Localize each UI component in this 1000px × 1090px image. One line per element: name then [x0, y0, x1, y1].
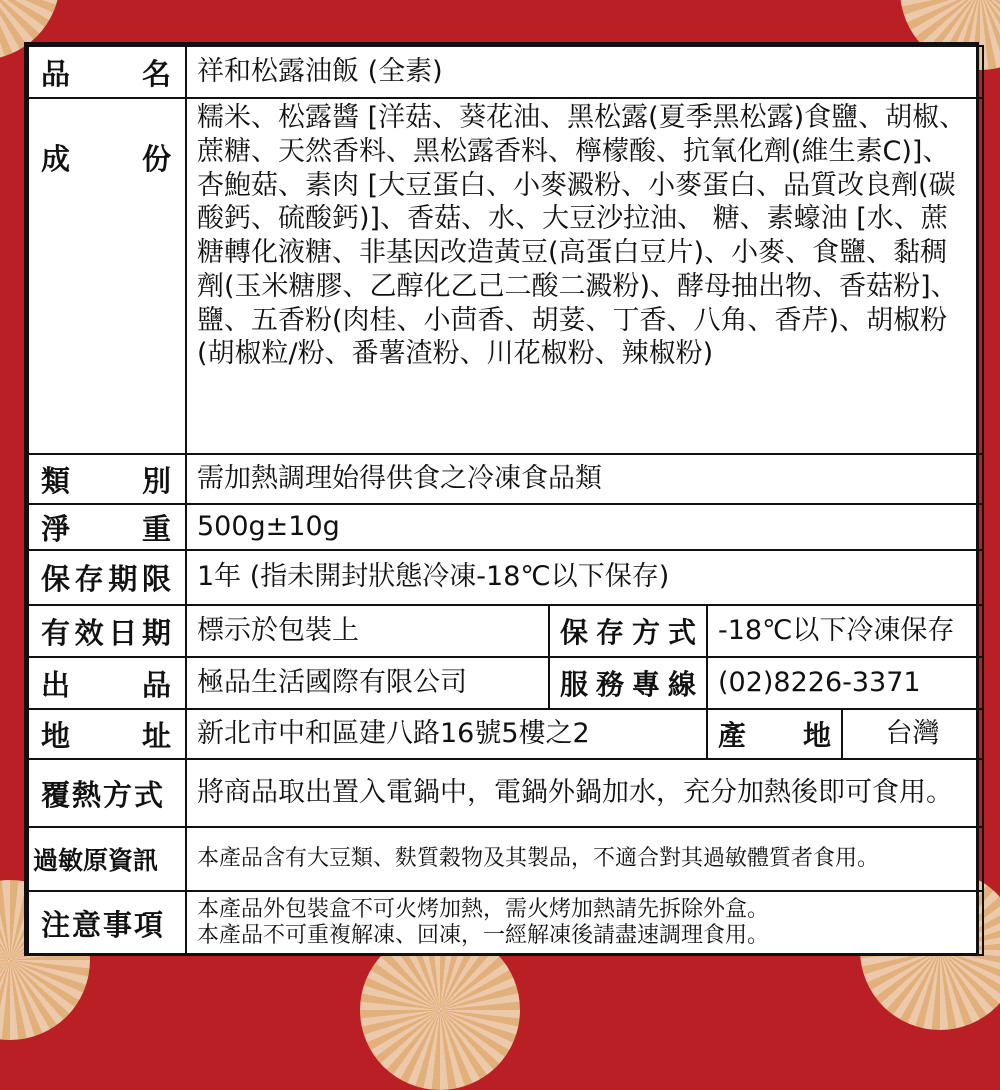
- row-product-name: [28, 46, 983, 98]
- label-allergen: 過敏原資訊: [28, 827, 186, 891]
- row-maker-hotline: [28, 657, 983, 709]
- shelf-life-value: 1年 (指未開封狀態冷凍-18℃以下保存): [186, 550, 983, 605]
- category-value: 需加熱調理始得供食之冷凍食品類: [186, 454, 983, 504]
- origin-value: 台灣: [842, 709, 983, 759]
- row-allergen: [28, 827, 983, 891]
- notes-line-2: 本產品不可重複解凍、回凍，一經解凍後請盡速調理食用。: [197, 923, 770, 948]
- row-notes: [28, 891, 983, 955]
- label-expiry: 有效日期: [28, 605, 186, 657]
- reheat-method-value: 將商品取出置入電鍋中，電鍋外鍋加水，充分加熱後即可食用。: [186, 759, 983, 827]
- row-address-origin: [28, 709, 983, 759]
- row-net-weight: [28, 504, 983, 550]
- row-shelf-life: [28, 550, 983, 605]
- product-name: 祥和松露油飯 (全素): [186, 46, 983, 98]
- row-category: [28, 454, 983, 504]
- notes-line-1: 本產品外包裝盒不可火烤加熱，需火烤加熱請先拆除外盒。: [197, 896, 770, 922]
- ingredients-text: 糯米、松露醬 [洋菇、葵花油、黑松露(夏季黑松露)食鹽、胡椒、蔗糖、天然香料、黑松露香料、檸檬酸、抗氧化劑(維生素C)]、杏鮑菇、素肉 [大豆蛋白、小麥澱粉、小麥蛋白、品質改良劑(碳酸鈣、硫酸鈣)]、香菇、水、大豆沙拉油、 糖、素蠔油 [水、蔗糖轉化液糖、非基因改造黃豆(高蛋白豆片)、小麥、食鹽、黏稠劑(玉米糖膠、乙醇化乙己二酸二澱粉)、酵母抽出物、香菇粉]、鹽、五香粉(肉桂、小茴香、胡荽、丁香、八角、香芹)、胡椒粉(胡椒粒/粉、番薯渣粉、川花椒粉、辣椒粉): [186, 98, 983, 454]
- label-origin: 產地: [707, 709, 842, 759]
- label-product-name: 品名: [28, 46, 186, 98]
- row-reheat: [28, 759, 983, 827]
- label-net-weight: 淨重: [28, 504, 186, 550]
- label-category: 類別: [28, 454, 186, 504]
- label-maker: 出品: [28, 657, 186, 709]
- allergen-value: 本產品含有大豆類、麩質穀物及其製品，不適合對其過敏體質者食用。: [186, 827, 983, 891]
- label-ingredients: 成份: [28, 98, 186, 454]
- product-info-table: [27, 45, 984, 956]
- label-service-hotline: 服務專線: [549, 657, 707, 709]
- service-hotline-value: (02)8226-3371: [707, 657, 983, 709]
- label-reheat-method: 覆熱方式: [28, 759, 186, 827]
- row-ingredients: [28, 98, 983, 454]
- storage-method-value: -18℃以下冷凍保存: [707, 605, 983, 657]
- label-shelf-life: 保存期限: [28, 550, 186, 605]
- label-address: 地址: [28, 709, 186, 759]
- label-notes: 注意事項: [28, 891, 186, 955]
- net-weight-value: 500g±10g: [186, 504, 983, 550]
- nutrition-label-card: [24, 42, 979, 956]
- maker-value: 極品生活國際有限公司: [186, 657, 549, 709]
- row-expiry-storage: [28, 605, 983, 657]
- expiry-value: 標示於包裝上: [186, 605, 549, 657]
- label-storage-method: 保存方式: [549, 605, 707, 657]
- notes-value: [186, 891, 983, 955]
- address-value: 新北市中和區建八路16號5樓之2: [186, 709, 707, 759]
